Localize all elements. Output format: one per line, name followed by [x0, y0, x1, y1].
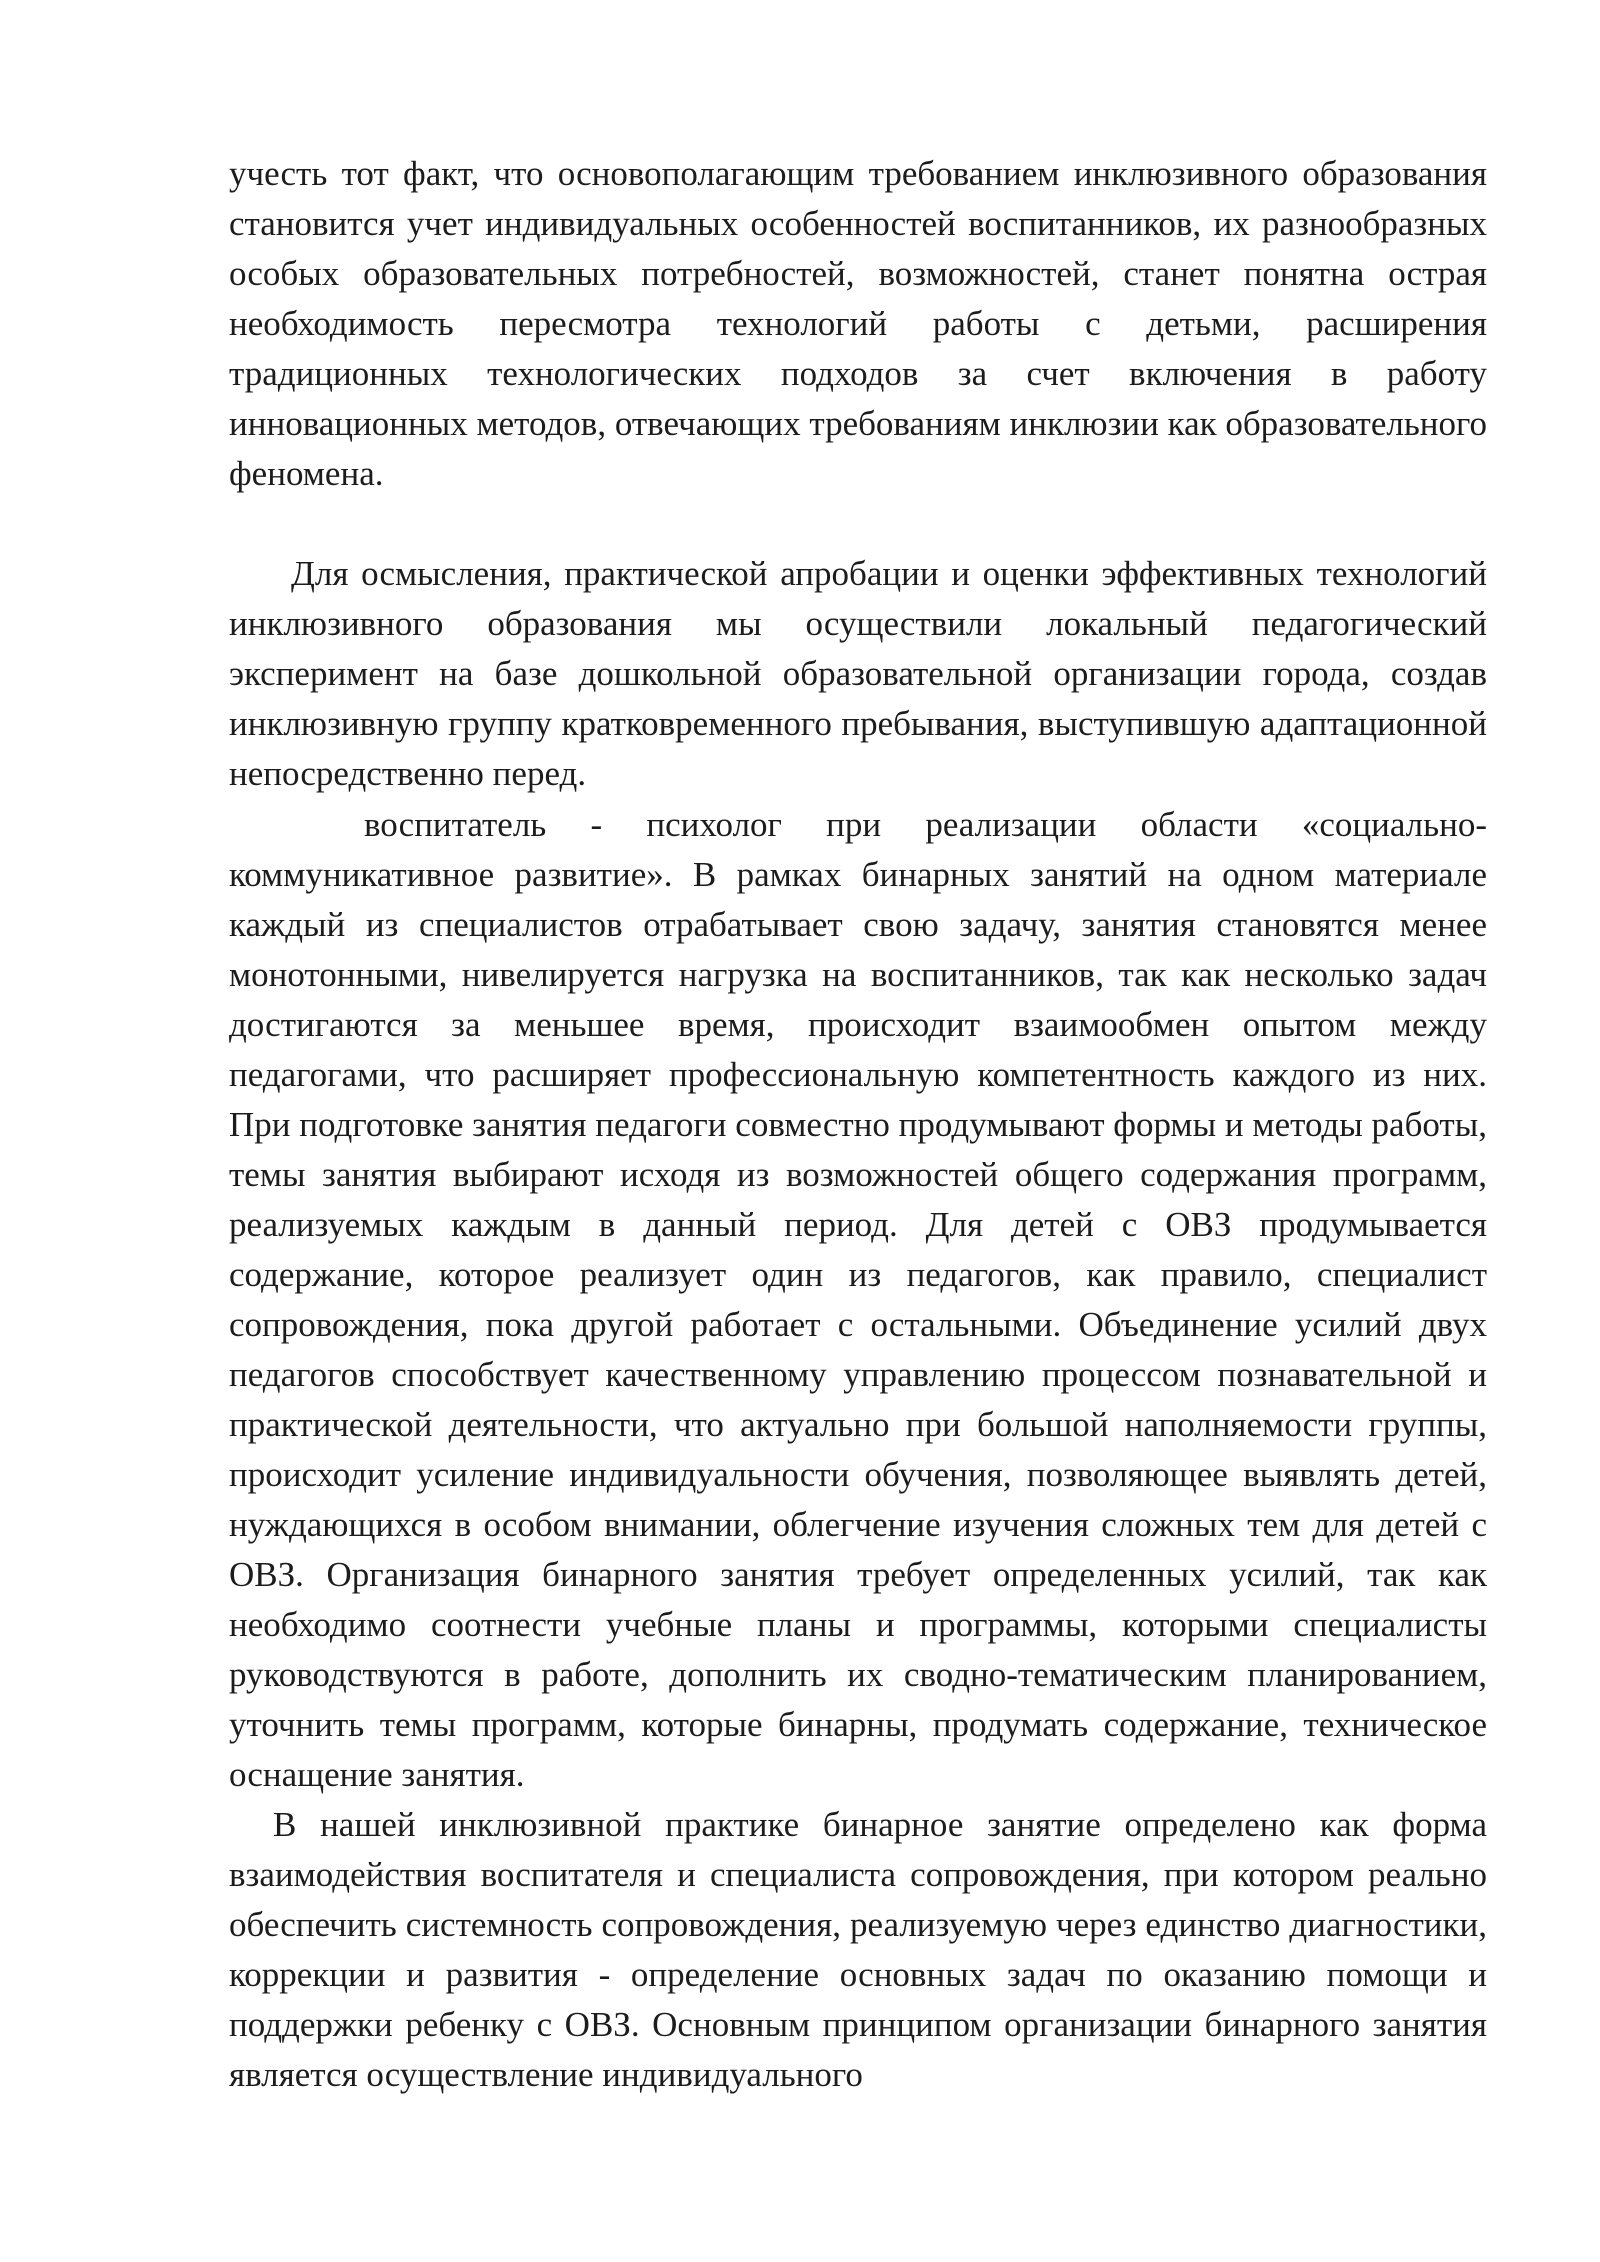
paragraph-2: Для осмысления, практической апробации и оценки эффективных технологий инклюзивного образования мы осуществили локальный педагогический эксперимент на базе дошкольной образовательной организации города, создав инклюзивную группу кратковременного пребывания, выступившую адаптационной непосредственно перед. [229, 554, 1487, 793]
paragraph-1: учесть тот факт, что основополагающим требованием инклюзивного образования становится учет индивидуальных особенностей воспитанников, их разнообразных особых образовательных потребностей, возможностей, станет понятна острая необходимость пересмотра технологий работы с детьми, расширения традиционных технологических подходов за счет включения в работу инновационных методов, отвечающих требованиям инклюзии как образовательного феномена. [229, 154, 1487, 493]
paragraph-3: воспитатель - психолог при реализации области «социально-коммуникативное развитие». В рамках бинарных занятий на одном материале каждый из специалистов отрабатывает свою задачу, занятия становятся менее монотонными, нивелируется нагрузка на воспитанников, так как несколько задач достигаются за меньшее время, происходит взаимообмен опытом между педагогами, что расширяет профессиональную компетентность каждого из них. При подготовке занятия педагоги совместно продумывают формы и методы работы, темы занятия выбирают исходя из возможностей общего содержания программ, реализуемых каждым в данный период. Для детей с ОВЗ продумывается содержание, которое реализует один из педагогов, как правило, специалист сопровождения, пока другой работает с остальными. Объединение усилий двух педагогов способствует качественному управлению процессом познавательной и практической деятельности, что актуально при большой наполняемости группы, происходит усиление индивидуальности обучения, позволяющее выявлять детей, нуждающихся в особом внимании, облегчение изучения сложных тем для детей с ОВЗ. Организация бинарного занятия требует определенных усилий, так как необходимо соотнести учебные планы и программы, которыми специалисты руководствуются в работе, дополнить их сводно-тематическим планированием, уточнить темы программ, которые бинарны, продумать содержание, техническое оснащение занятия. [229, 805, 1487, 1794]
paragraph-4: В нашей инклюзивной практике бинарное занятие определено как форма взаимодействия воспитателя и специалиста сопровождения, при котором реально обеспечить системность сопровождения, реализуемую через единство диагностики, коррекции и развития - определение основных задач по оказанию помощи и поддержки ребенку с ОВЗ. Основным принципом организации бинарного занятия является осуществление индивидуального [229, 1805, 1487, 2094]
